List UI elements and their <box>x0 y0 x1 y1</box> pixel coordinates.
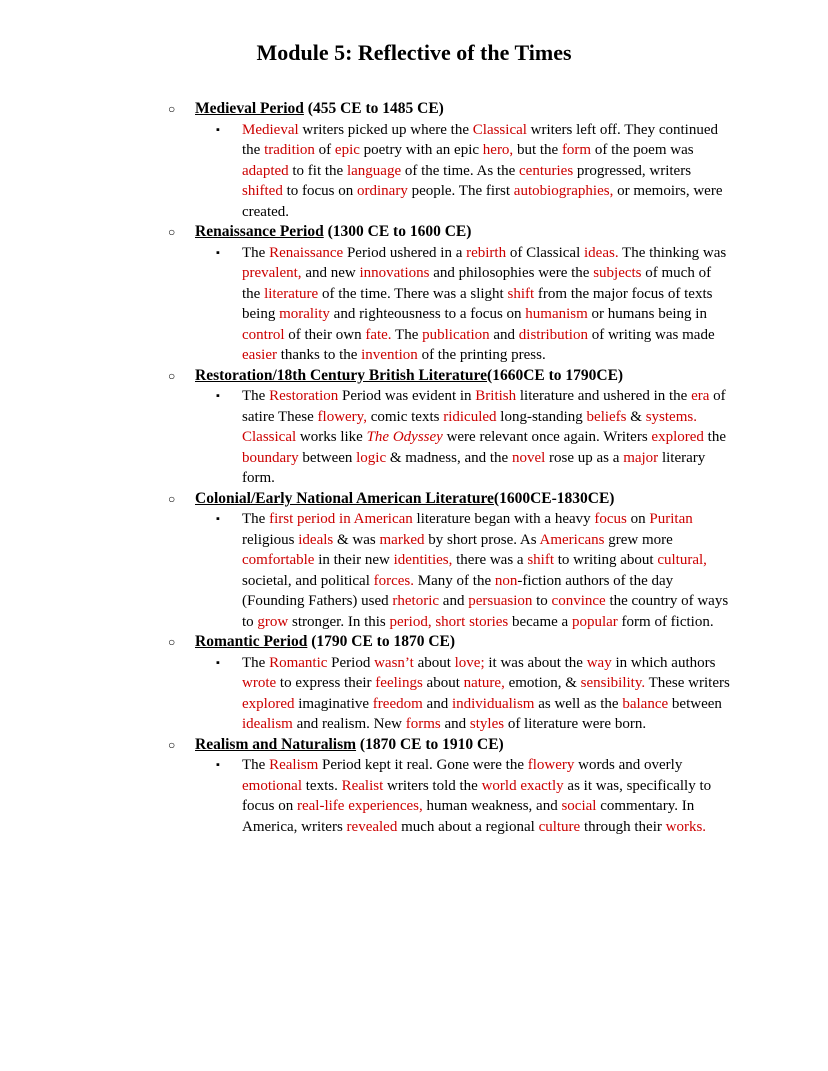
page-title: Module 5: Reflective of the Times <box>256 40 572 65</box>
text-run: shift <box>507 285 535 302</box>
text-run: rose up as a <box>545 449 624 466</box>
section-heading-dates: (1600CE-1830CE) <box>493 489 615 507</box>
text-run: there was a <box>452 552 528 568</box>
text-run: publication <box>422 326 490 343</box>
text-run: humanism <box>525 306 588 322</box>
text-run: explored <box>242 695 295 712</box>
period-section <box>0 366 828 489</box>
text-run: The <box>242 511 270 527</box>
text-run: Many of the <box>414 572 495 589</box>
section-heading-row <box>0 222 828 243</box>
text-run: novel <box>511 449 546 466</box>
text-run: societal, and political <box>242 572 374 589</box>
text-run: prevalent, <box>242 265 302 281</box>
section-body-row <box>0 755 828 837</box>
text-run: autobiographies, <box>513 183 614 199</box>
text-run: as well as the <box>534 695 623 712</box>
text-run: form of fiction. <box>617 613 714 630</box>
section-heading <box>195 366 623 387</box>
text-run: rebirth <box>466 244 507 261</box>
text-run: sensibility. <box>580 675 646 691</box>
section-body-row <box>0 653 828 735</box>
text-run: became a <box>508 613 572 630</box>
section-heading <box>195 222 471 243</box>
section-heading-name: Restoration/18th Century British Literature <box>195 366 488 384</box>
section-heading <box>195 735 504 756</box>
text-run: ideals <box>298 531 334 548</box>
text-run: Realist <box>341 777 384 794</box>
text-run: to focus on <box>282 183 357 199</box>
text-run: on <box>626 511 650 527</box>
text-run: first period in American <box>269 511 413 527</box>
section-paragraph <box>242 509 731 632</box>
text-run: emotion, & <box>504 675 581 691</box>
text-run: idealism <box>242 716 293 732</box>
text-run: writers left off. They continued the <box>242 121 718 158</box>
text-run: comfortable <box>242 552 315 568</box>
text-run: of much of the <box>242 265 712 302</box>
text-run: of the printing press. <box>417 347 546 363</box>
section-paragraph <box>242 243 731 366</box>
text-run: flowery, <box>317 408 367 425</box>
text-run: and <box>439 593 469 609</box>
text-run: era <box>691 388 710 404</box>
section-heading <box>195 632 455 653</box>
text-run: thanks to the <box>276 347 362 363</box>
section-paragraph <box>242 120 731 223</box>
section-paragraph <box>242 653 731 735</box>
section-heading-dates: (455 CE to 1485 CE) <box>303 100 444 117</box>
text-run: literary form. <box>242 449 706 486</box>
text-run: Restoration <box>269 388 339 404</box>
text-run: shift <box>527 552 555 568</box>
text-run: to writing about <box>554 552 658 568</box>
text-run: grow <box>257 613 289 630</box>
section-body-row <box>0 120 828 223</box>
text-run: about <box>413 654 455 671</box>
text-run: distribution <box>518 326 588 343</box>
text-run: love; <box>454 654 485 671</box>
circle-bullet-icon: ○ <box>168 368 176 383</box>
text-run: of the time. As the <box>401 162 520 179</box>
text-run: invention <box>361 347 418 363</box>
circle-bullet-icon: ○ <box>168 737 176 752</box>
text-run: Romantic <box>269 654 328 671</box>
section-paragraph <box>242 755 731 837</box>
text-run: literature began with a heavy <box>412 511 595 527</box>
text-run: from the major focus of texts being <box>242 285 713 322</box>
text-run: shifted <box>242 183 283 199</box>
section-body-row <box>0 509 828 632</box>
section-heading-name: Medieval Period <box>195 100 304 117</box>
text-run: easier <box>242 347 277 363</box>
text-run: Americans <box>539 531 605 548</box>
text-run: control <box>242 326 285 343</box>
text-run: religious <box>242 531 299 548</box>
text-run: works like <box>296 429 367 445</box>
text-run: freedom <box>372 695 423 712</box>
square-bullet-icon: ▪ <box>216 759 220 771</box>
text-run: and new <box>301 265 360 281</box>
text-run: ideas. <box>584 244 619 261</box>
text-run: Classical <box>472 121 527 138</box>
text-run: adapted <box>242 162 289 179</box>
text-run: marked <box>379 531 425 548</box>
text-run: literature and ushered in the <box>516 388 692 404</box>
text-run: Renaissance <box>269 244 344 261</box>
text-run: wrote <box>242 675 277 691</box>
text-run: Period kept it real. Gone were the <box>318 757 528 773</box>
text-run: to express their <box>276 675 376 691</box>
text-run: focus <box>594 511 627 527</box>
text-run: of the time. There was a slight <box>318 285 508 302</box>
section-heading-row <box>0 366 828 387</box>
text-run: in their new <box>314 552 394 568</box>
text-run: styles <box>469 716 505 732</box>
text-run: grew more <box>604 531 673 548</box>
text-run: identities, <box>393 552 453 568</box>
text-run: form <box>561 142 592 158</box>
text-run: by short prose. As <box>424 531 540 548</box>
section-heading-name: Colonial/Early National American Literature <box>195 489 494 507</box>
text-run: British <box>475 388 517 404</box>
text-run: explored <box>651 429 704 445</box>
text-run: boundary <box>242 449 299 466</box>
section-heading-row <box>0 489 828 510</box>
circle-bullet-icon: ○ <box>168 102 176 116</box>
text-run: long-standing <box>496 408 587 425</box>
text-run: and righteousness to a focus on <box>329 306 526 322</box>
section-heading-name: Romantic Period <box>195 633 308 650</box>
section-heading-dates: (1870 CE to 1910 CE) <box>356 735 504 753</box>
text-run: systems. <box>645 408 697 425</box>
period-section <box>0 489 828 633</box>
text-run: Medieval <box>242 121 299 138</box>
section-heading-dates: (1300 CE to 1600 CE) <box>323 223 472 240</box>
text-run: between <box>298 449 357 466</box>
section-heading-name: Renaissance Period <box>195 223 324 240</box>
square-bullet-icon: ▪ <box>216 656 220 669</box>
text-run: in which authors <box>611 654 716 671</box>
text-run: fate. <box>365 326 392 343</box>
text-run: The <box>242 757 270 773</box>
text-run: Period ushered in a <box>343 244 467 261</box>
text-run: These writers <box>645 675 730 691</box>
section-body-row <box>0 243 828 366</box>
text-run: through their <box>580 818 666 835</box>
text-run: convince <box>551 593 606 609</box>
square-bullet-icon: ▪ <box>216 123 220 136</box>
document-body <box>0 99 828 837</box>
text-run: & was <box>333 531 380 548</box>
text-run: Puritan <box>649 511 693 527</box>
text-run: Period was evident in <box>338 388 476 404</box>
text-run: works. <box>665 818 707 835</box>
text-run: comic texts <box>366 408 444 425</box>
text-run: or humans being in <box>587 306 707 322</box>
text-run: forces. <box>373 572 415 589</box>
text-run: of <box>314 142 335 158</box>
text-run: were relevant once again. Writers <box>442 429 652 445</box>
text-run: much about a regional <box>397 818 539 835</box>
square-bullet-icon: ▪ <box>216 513 220 525</box>
text-run: & madness, and the <box>386 449 512 466</box>
text-run: and <box>440 716 470 732</box>
text-run: The <box>242 244 270 261</box>
text-run: tradition <box>264 142 315 158</box>
text-run: commentary. In America, writers <box>242 798 695 835</box>
text-run: but the <box>513 142 562 158</box>
text-run: nature, <box>463 675 505 691</box>
square-bullet-icon: ▪ <box>216 390 220 402</box>
text-run: way <box>586 654 612 671</box>
section-paragraph <box>242 386 731 489</box>
text-run: to <box>532 593 552 609</box>
circle-bullet-icon: ○ <box>168 635 176 649</box>
text-run: texts. <box>302 777 342 794</box>
section-heading-row <box>0 632 828 653</box>
text-run: and philosophies were the <box>429 265 594 281</box>
text-run: period, short stories <box>389 613 509 630</box>
text-run: subjects <box>593 265 642 281</box>
text-run: social <box>561 798 597 814</box>
period-section <box>0 99 828 222</box>
text-run: The <box>242 654 270 671</box>
text-run: & <box>626 408 646 425</box>
text-run: imaginative <box>294 695 373 712</box>
text-run: ordinary <box>357 183 408 199</box>
text-run: balance <box>622 695 669 712</box>
section-heading-row <box>0 99 828 120</box>
period-section <box>0 735 828 838</box>
text-run: as it was, specifically to focus on <box>242 777 712 814</box>
text-run: world exactly <box>481 777 564 794</box>
text-run: feelings <box>375 675 423 691</box>
text-run: the <box>703 429 726 445</box>
text-run: real-life experiences, <box>297 798 423 814</box>
text-run: ridiculed <box>443 408 497 425</box>
text-run: persuasion <box>468 593 533 609</box>
text-run: writers told the <box>383 777 482 794</box>
text-run: of satire These <box>242 388 726 425</box>
text-run: words and overly <box>574 757 683 773</box>
text-run: human weakness, and <box>422 798 562 814</box>
text-run: forms <box>405 716 441 732</box>
period-section <box>0 222 828 366</box>
text-run: literature <box>264 285 319 302</box>
text-run: of Classical <box>506 244 584 261</box>
square-bullet-icon: ▪ <box>216 246 220 259</box>
text-run: culture <box>538 818 581 835</box>
section-heading-dates: (1790 CE to 1870 CE) <box>307 633 456 650</box>
text-run: between <box>668 695 722 712</box>
text-run: revealed <box>346 818 398 835</box>
text-run: poetry with an epic <box>359 142 483 158</box>
period-section <box>0 632 828 735</box>
text-run: centuries <box>519 162 574 179</box>
text-run: major <box>623 449 659 466</box>
text-run: individualism <box>451 695 535 712</box>
text-run: rhetoric <box>392 593 440 609</box>
text-run: Period <box>327 654 375 671</box>
text-run: the country of ways to <box>242 593 729 630</box>
section-heading <box>195 489 614 510</box>
text-run: of writing was made <box>587 326 715 343</box>
text-run: language <box>346 162 402 179</box>
text-run: flowery <box>527 757 575 773</box>
circle-bullet-icon: ○ <box>168 491 176 506</box>
text-run: and realism. New <box>292 716 406 732</box>
section-heading-name: Realism and Naturalism <box>195 735 357 753</box>
text-run: of literature were born. <box>504 716 647 732</box>
text-run: morality <box>279 306 330 322</box>
section-body-row <box>0 386 828 489</box>
section-heading-dates: (1660CE to 1790CE) <box>487 366 624 384</box>
section-heading-row <box>0 735 828 756</box>
text-run: The thinking was <box>618 244 727 261</box>
text-run: of the poem was <box>591 142 694 158</box>
text-run: it was about the <box>484 654 587 671</box>
circle-bullet-icon: ○ <box>168 225 176 239</box>
text-run: cultural, <box>657 552 707 568</box>
text-run: hero, <box>482 142 514 158</box>
text-run: writers picked up where the <box>298 121 473 138</box>
text-run: logic <box>356 449 387 466</box>
section-heading <box>195 99 444 120</box>
text-run: non <box>494 572 518 589</box>
text-run: and <box>489 326 519 343</box>
text-run: The <box>242 388 270 404</box>
text-run: -fiction authors of the day (Founding Fathers) used <box>242 572 674 609</box>
text-run: of their own <box>284 326 366 343</box>
text-run: to fit the <box>288 162 347 179</box>
text-run: and <box>422 695 452 712</box>
text-run: innovations <box>359 265 430 281</box>
text-run: The Odyssey <box>366 429 443 445</box>
text-run: Realism <box>269 757 319 773</box>
text-run: or memoirs, were created. <box>242 183 723 220</box>
text-run: stronger. In this <box>288 613 390 630</box>
text-run: emotional <box>242 777 302 794</box>
text-run: people. The first <box>407 183 514 199</box>
text-run: The <box>391 326 423 343</box>
text-run: Classical <box>242 429 297 445</box>
text-run: beliefs <box>586 408 627 425</box>
text-run: about <box>422 675 464 691</box>
text-run: epic <box>334 142 360 158</box>
text-run: progressed, writers <box>573 162 692 179</box>
text-run: wasn’t <box>374 654 414 671</box>
text-run: popular <box>571 613 618 630</box>
